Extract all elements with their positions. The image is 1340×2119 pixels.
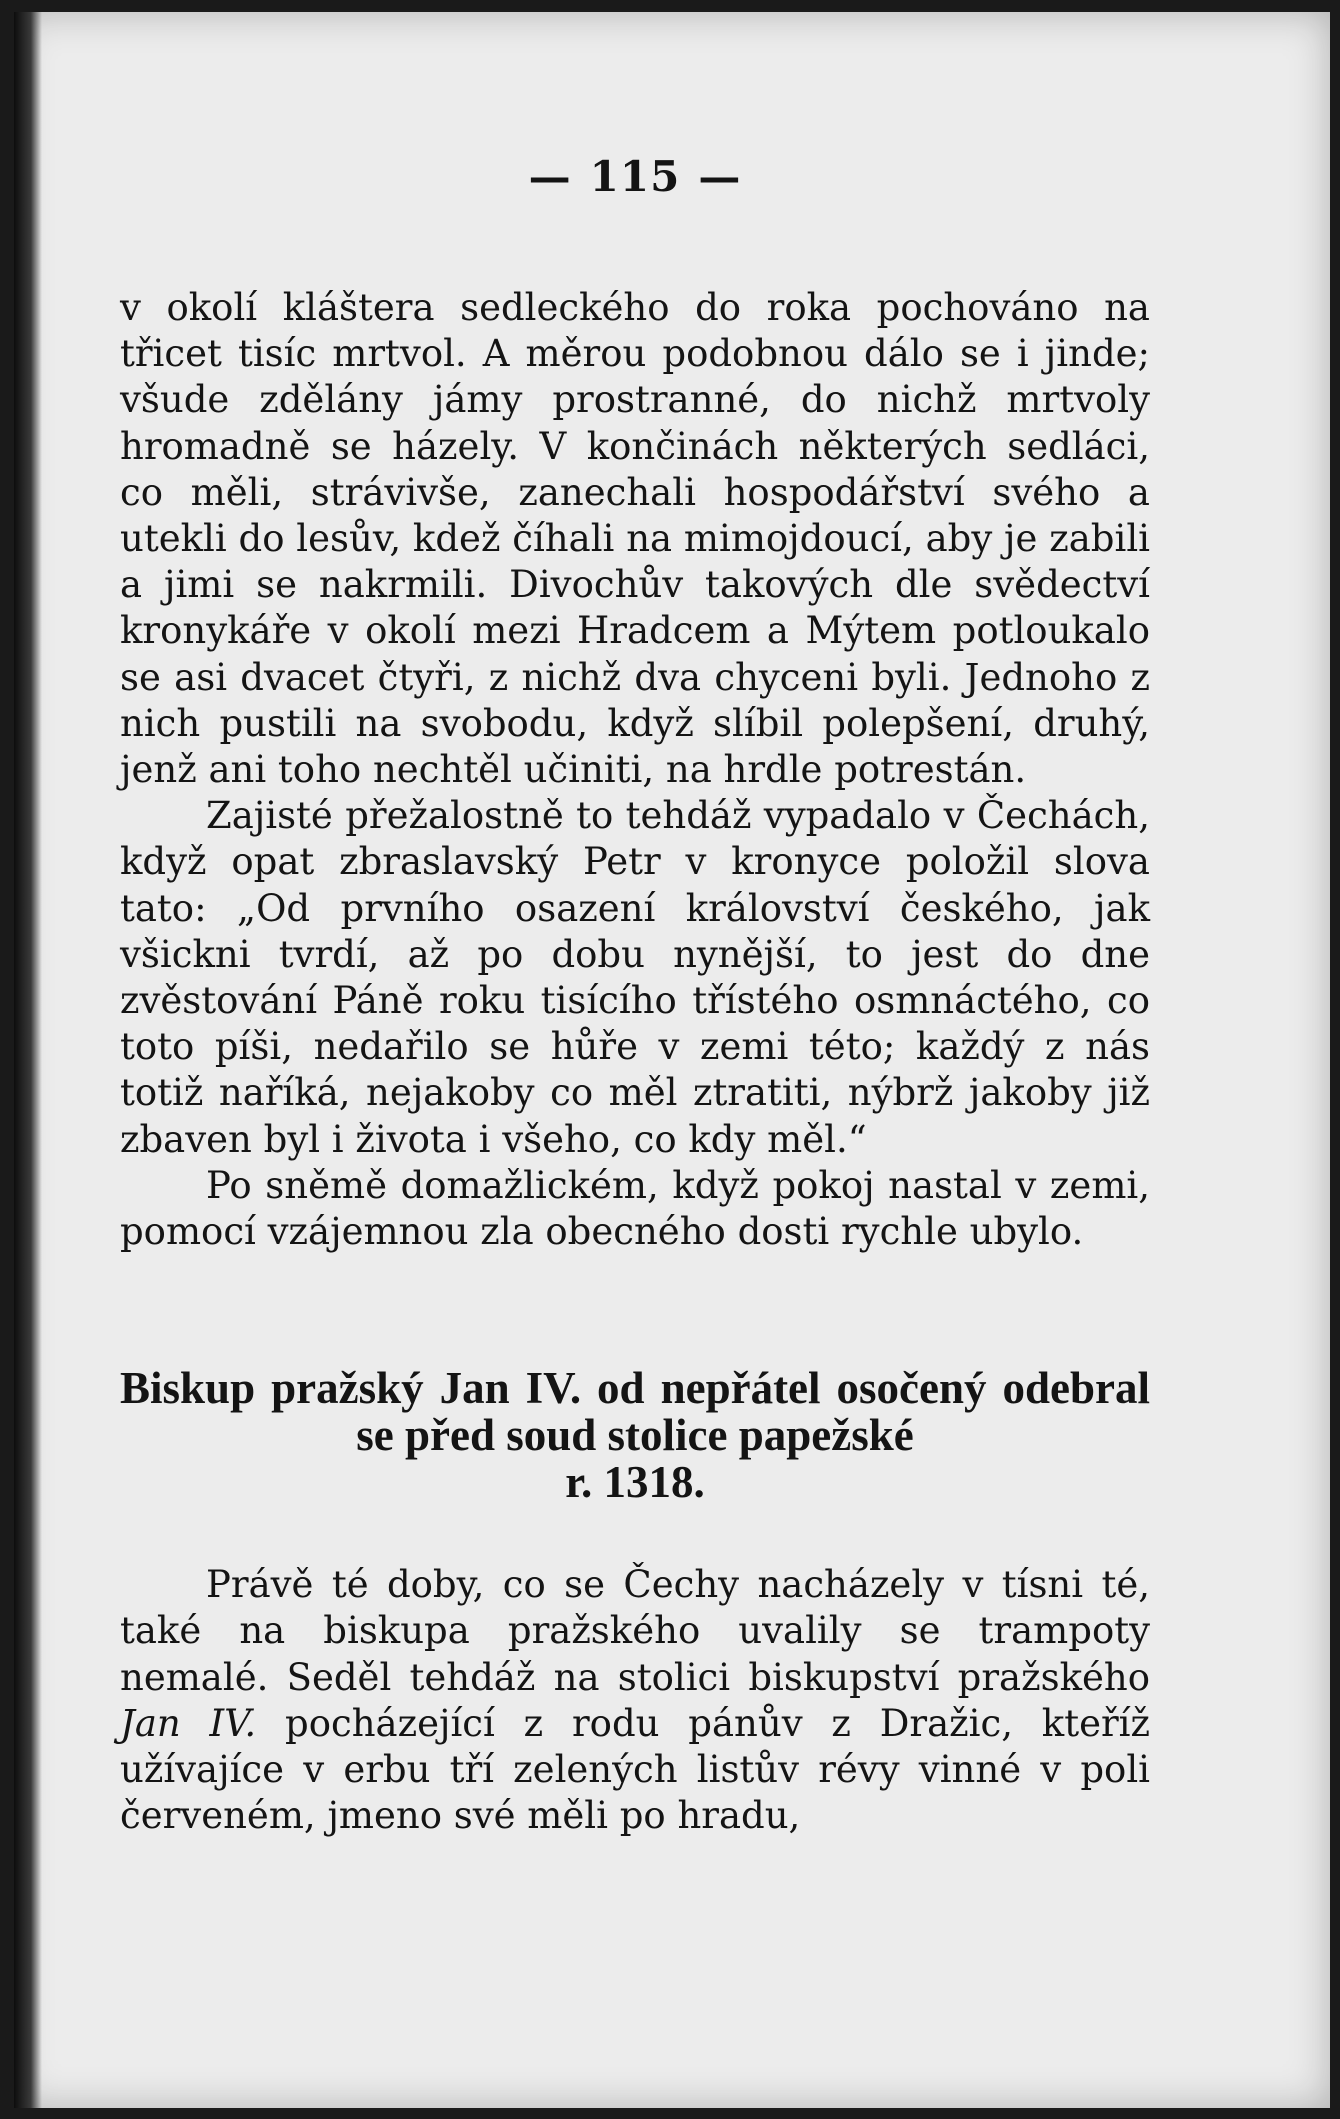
- section-heading-title: Biskup pražský Jan IV. od nepřátel osočený odebral se před soud stolice papežské: [120, 1363, 1150, 1461]
- paragraph-bishop-text-start: Právě té doby, co se Čechy nacházely v tísni té, také na biskupa pražského uvalily se trampoty nemalé. Seděl tehdáž na stolici biskupství pražského: [120, 1563, 1150, 1699]
- paragraph-domazlice-diet: Po sněmě domažlickém, když pokoj nastal v zemi, pomocí vzájemnou zla obecného dosti rychle ubylo.: [120, 1163, 1150, 1254]
- page-number-header: [120, 152, 1150, 201]
- page-number-dash-right: —: [698, 152, 742, 201]
- paragraph-bishop-jan: [120, 1562, 1150, 1839]
- section-heading-year: r. 1318.: [565, 1457, 705, 1508]
- paragraph-zbraslav-chronicle: Zajisté přežalostně to tehdáž vypadalo v Čechách, když opat zbraslavský Petr v kronyce položil slova tato: „Od prvního osazení království českého, jak všickni tvrdí, až po dobu nynější, to jest do dne zvěstování Páně roku tisícího třístého osmnáctého, co toto píši, nedařilo se hůře v zemi této; každý z nás totiž naříká, nejakoby co měl ztratiti, nýbrž jakoby již zbaven byl i života i všeho, co kdy měl.“: [120, 794, 1150, 1161]
- page-number-dash-left: —: [528, 152, 572, 201]
- bishop-name: Jan IV.: [120, 1701, 257, 1745]
- paragraph-bishop-text-end: pocházející z rodu pánův z Dražic, kteříž užívajíce v erbu tří zelených listův révy vinné v poli červeném, jmeno své měli po hradu,: [120, 1701, 1150, 1838]
- book-page: [14, 12, 1330, 2108]
- section-heading: [120, 1365, 1150, 1506]
- book-spine-shadow: [14, 12, 42, 2108]
- page-number: 115: [589, 152, 681, 201]
- page-content: [120, 152, 1150, 1839]
- paragraph-continued: v okolí kláštera sedleckého do roka pochováno na třicet tisíc mrtvol. A měrou podobnou dálo se i jinde; všude zdělány jámy prostranné, do nichž mrtvoly hromadně se házely. V končinách některých sedláci, co měli, strávivše, zanechali hospodářství svého a utekli do lesův, kdež číhali na mimojdoucí, aby je zabili a jimi se nakrmili. Divochův takových dle svědectví kronykáře v okolí mezi Hradcem a Mýtem potloukalo se asi dvacet čtyři, z nichž dva chyceni byli. Jednoho z nich pustili na svobodu, když slíbil polepšení, druhý, jenž ani toho nechtěl učiniti, na hrdle potrestán.: [120, 286, 1150, 792]
